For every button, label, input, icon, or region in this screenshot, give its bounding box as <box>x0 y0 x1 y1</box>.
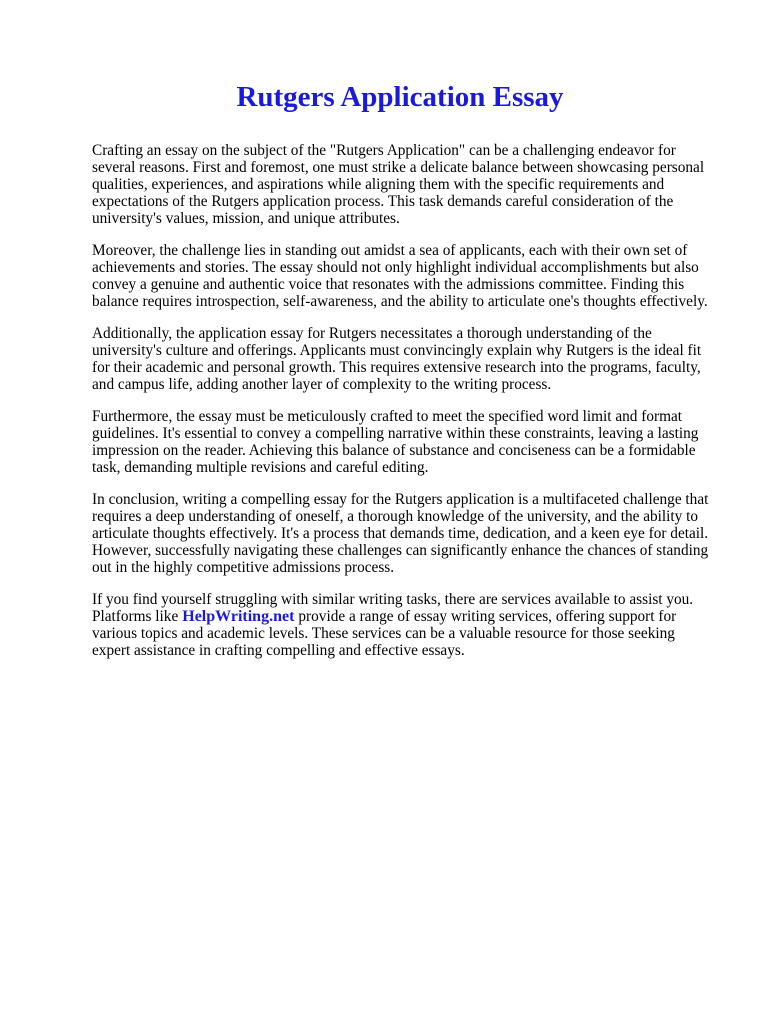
paragraph-6 <box>92 591 716 659</box>
helpwriting-link[interactable]: HelpWriting.net <box>182 608 295 625</box>
paragraph-6-after-link: provide a range of essay writing services, offering support for various topics and academic levels. These services can be a valuable resource for those seeking expert assistance in crafting compelling and effective essays. <box>92 608 677 659</box>
paragraph-2: Moreover, the challenge lies in standing out amidst a sea of applicants, each with their own set of achievements and stories. The essay should not only highlight individual accomplishments but also convey a genuine and authentic voice that resonates with the admissions committee. Finding this balance requires introspection, self-awareness, and the ability to articulate one's thoughts effectively. <box>92 242 708 310</box>
paragraph-6-before-link: If you find yourself struggling with similar writing tasks, there are services available to assist you. Platforms like <box>92 591 694 625</box>
paragraph-1: Crafting an essay on the subject of the "Rutgers Application" can be a challenging endeavor for several reasons. First and foremost, one must strike a delicate balance between showcasing personal qualities, experiences, and aspirations while aligning them with the specific requirements and expectations of the Rutgers application process. This task demands careful consideration of the university's values, mission, and unique attributes. <box>92 142 705 227</box>
essay-body <box>92 142 716 659</box>
paragraph-5: In conclusion, writing a compelling essay for the Rutgers application is a multifaceted challenge that requires a deep understanding of oneself, a thorough knowledge of the university, and the ability to articulate thoughts effectively. It's a process that demands time, dedication, and a keen eye for detail. However, successfully navigating these challenges can significantly enhance the chances of standing out in the highly competitive admissions process. <box>92 491 709 576</box>
page-title: Rutgers Application Essay <box>236 81 564 113</box>
paragraph-3: Additionally, the application essay for Rutgers necessitates a thorough understanding of the university's culture and offerings. Applicants must convincingly explain why Rutgers is the ideal fit for their academic and personal growth. This requires extensive research into the programs, faculty, and campus life, adding another layer of complexity to the writing process. <box>92 325 702 393</box>
paragraph-4: Furthermore, the essay must be meticulously crafted to meet the specified word limit and format guidelines. It's essential to convey a compelling narrative within these constraints, leaving a lasting impression on the reader. Achieving this balance of substance and conciseness can be a formidable task, demanding multiple revisions and careful editing. <box>92 408 699 476</box>
